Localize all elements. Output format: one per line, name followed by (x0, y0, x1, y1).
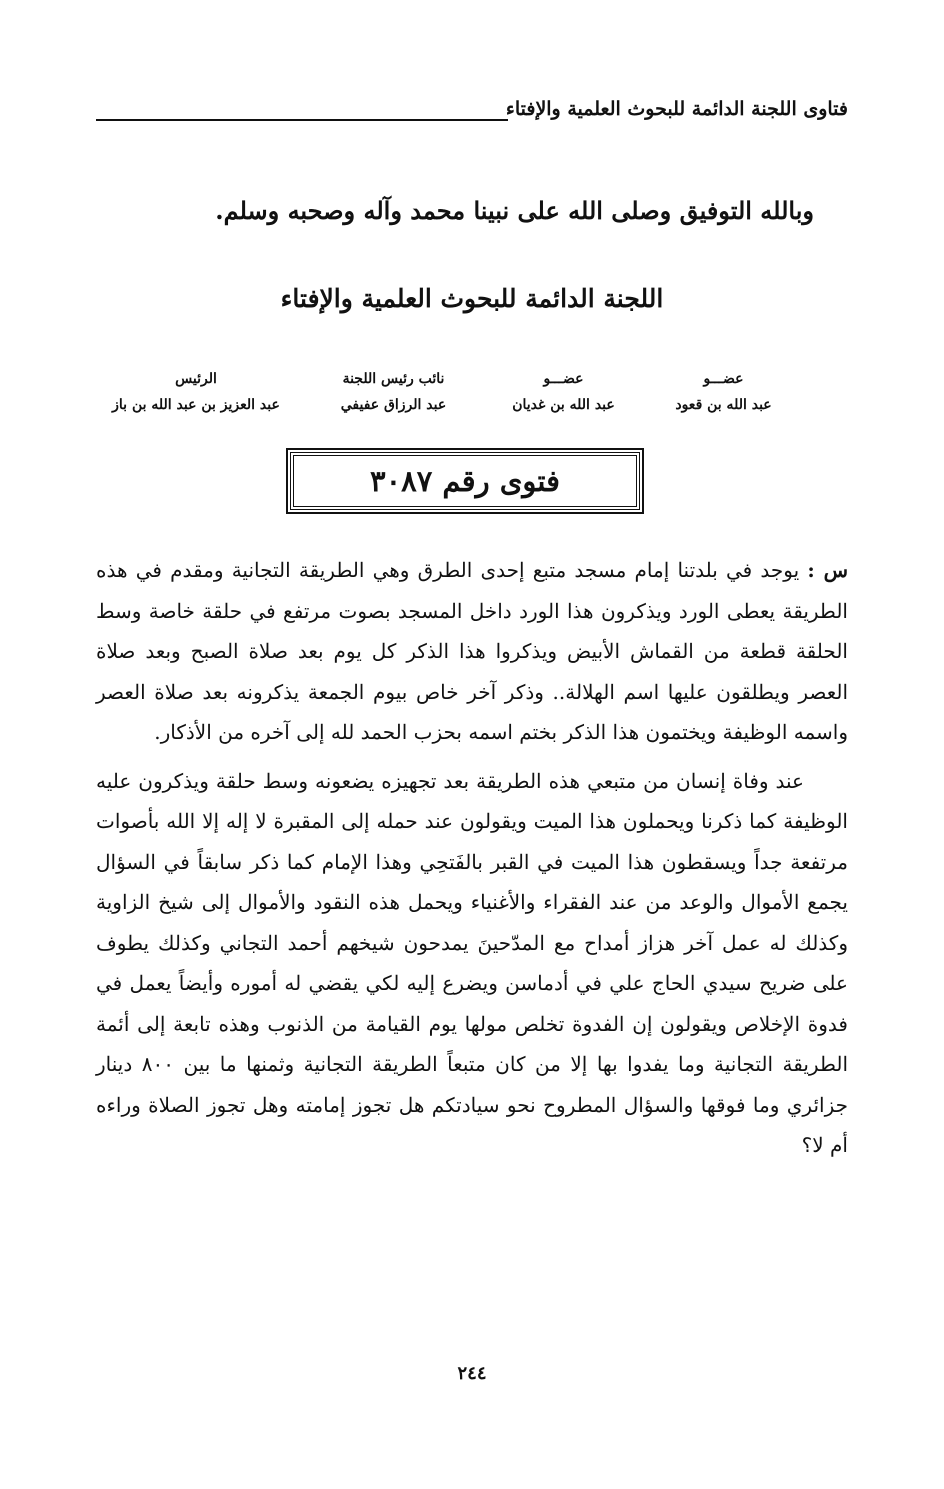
signature-name: عبد الرزاق عفيفي (340, 397, 447, 413)
running-header-title: فتاوى اللجنة الدائمة للبحوث العلمية والإفتاء (505, 98, 848, 120)
question-paragraph (96, 550, 848, 753)
fatwa-number-box (290, 452, 640, 510)
signature-chairman (96, 366, 296, 418)
signature-name: عبد الله بن قعود (675, 397, 772, 413)
fatwa-title: فتوى رقم ٣٠٨٧ (370, 464, 560, 498)
fatwa-body (96, 550, 848, 1174)
committee-name: اللجنة الدائمة للبحوث العلمية والإفتاء (280, 284, 664, 313)
header-rule (96, 119, 508, 121)
closing-line: وبالله التوفيق وصلى الله على نبينا محمد وآله وصحبه وسلم. (215, 196, 814, 225)
signature-name: عبد الله بن غديان (512, 397, 615, 413)
page-number: ٢٤٤ (457, 1363, 487, 1384)
signature-name: عبد العزيز بن عبد الله بن باز (112, 397, 280, 413)
signature-role: عضـــو (703, 371, 744, 387)
question-paragraph-continued: عند وفاة إنسان من متبعي هذه الطريقة بعد تجهيزه يضعونه وسط حلقة ويذكرون عليه الوظيفة كما ذكرنا ويحملون هذا الميت ويقولون عند حمله إلى المقبرة لا إله إلا الله بأصوات مرتفعة جداً ويسقطون هذا الميت في القبر بالفَتحِي وهذا الإمام كما ذكر سابقاً في السؤال يجمع الأموال والوعد من عند الفقراء والأغنياء ويحمل هذه النقود والأموال إلى شيخ الزاوية وكذلك له عمل آخر هزاز أمداح مع المدّحينَ يمدحون شيخهم أحمد التجاني وكذلك يطوف على ضريح سيدي الحاج علي في أدماسن ويضرع إليه لكي يقضي له أموره وأيضاً يعمل في فدوة الإخلاص ويقولون إن الفدوة تخلص مولها يوم القيامة من الذنوب وهذه تابعة إلى أئمة الطريقة التجانية وما يفدوا بها إلا من كان متبعاً الطريقة التجانية وثمنها ما بين ٨٠٠ دينار جزائري وما فوقها والسؤال المطروح نحو سيادتكم هل تجوز إمامته وهل تجوز الصلاة وراءه أم لا؟ (96, 768, 848, 1157)
signature-vice-chairman (301, 366, 486, 418)
question-text: يوجد في بلدتنا إمام مسجد متبع إحدى الطرق وهي الطريقة التجانية ومقدم في هذه الطريقة يعطى الورد ويذكرون هذا الورد داخل المسجد بصوت مرتفع في حلقة خاصة وسط الحلقة قطعة من القماش الأبيض ويذكروا هذا الذكر كل يوم بعد صلاة الصبح وبعد صلاة العصر ويطلقون عليها اسم الهلالة.. وذكر آخر خاص بيوم الجمعة يذكرونه بعد صلاة العصر واسمه الوظيفة ويختمون هذا الذكر بختم اسمه بحزب الحمد لله إلى آخره من الأذكار. (96, 558, 848, 744)
signature-member-2 (471, 366, 656, 418)
signature-member-1 (631, 366, 816, 418)
signature-role: نائب رئيس اللجنة (342, 371, 445, 387)
signature-role: عضـــو (543, 371, 584, 387)
signature-role: الرئيس (175, 371, 217, 387)
running-header (96, 98, 848, 126)
signature-block (100, 366, 816, 426)
question-marker: س : (807, 558, 849, 582)
